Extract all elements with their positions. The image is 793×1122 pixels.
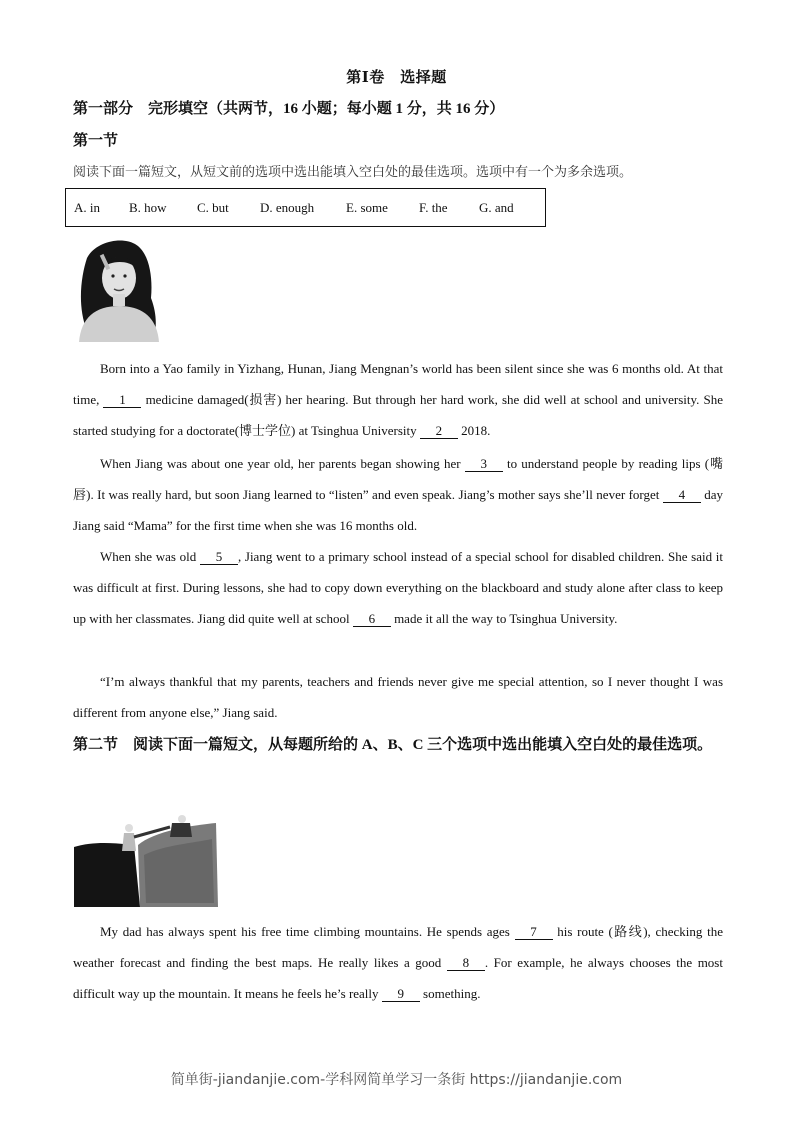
blank-7[interactable]: 7 — [515, 925, 553, 940]
paragraph-4: “I’m always thankful that my parents, teachers and friends never give me special attention, so I never thought I was different from anyone else,” Jiang said. — [73, 674, 723, 720]
footer-watermark: 简单街-jiandanjie.com-学科网简单学习一条街 https://jiandanjie.com — [170, 1072, 623, 1088]
option-b: B. how — [129, 199, 167, 215]
blank-1[interactable]: 1 — [103, 393, 141, 408]
blank-9[interactable]: 9 — [382, 987, 420, 1002]
section1-instruction: 阅读下面一篇短文，从短文前的选项中选出能填入空白处的最佳选项。选项中有一个为多余选项。 — [73, 164, 633, 179]
option-g: G. and — [479, 199, 514, 215]
section1-heading: 第一节 — [73, 133, 119, 149]
blank-5[interactable]: 5 — [200, 550, 238, 565]
part-heading: 第一部分 完形填空（共两节，16 小题；每小题 1 分，共 16 分） — [73, 101, 505, 117]
paragraph-1: Born into a Yao family in Yizhang, Hunan, Jiang Mengnan’s world has been silent since she was 6 months old. At that time, 1 medicine damaged(损害) her hearing. But through her hard work, she did well at school and university. She started studying for a doctorate(博士学位) at Tsinghua University 2 2018. — [73, 361, 724, 438]
page-title: 第Ⅰ卷 选择题 — [346, 70, 447, 86]
portrait-photo — [73, 236, 166, 346]
blank-2[interactable]: 2 — [420, 424, 458, 439]
paragraph-2: When Jiang was about one year old, her parents began showing her 3 to understand people by reading lips (嘴唇). It was really hard, but soon Jiang learned to “listen” and even speak. Jiang’s mother says she’ll never forget 4 day Jiang said “Mama” for the first time when she was 16 months old. — [73, 456, 723, 533]
paragraph-3: When she was old 5 , Jiang went to a primary school instead of a special school for disabled children. She said it was difficult at first. During lessons, she had to copy down everything on the blackboard and study alone after class to keep up with her classmates. Jiang did quite well at school 6 made it all the way to Tsinghua University. — [73, 549, 723, 626]
option-c: C. but — [197, 199, 229, 215]
paragraph-5: My dad has always spent his free time climbing mountains. He spends ages 7 his route (路线), checking the weather forecast and finding the best maps. He really likes a good 8 . For example, he always chooses the most difficult way up the mountain. It means he feels he’s really 9 something. — [73, 924, 723, 1001]
option-d: D. enough — [260, 199, 315, 215]
blank-4[interactable]: 4 — [663, 488, 701, 503]
mountain-climbing-photo — [74, 815, 220, 907]
blank-8[interactable]: 8 — [447, 956, 485, 971]
option-f: F. the — [419, 199, 448, 215]
options-box — [65, 188, 546, 227]
section2-heading: 第二节 阅读下面一篇短文，从每题所给的 A、B、C 三个选项中选出能填入空白处的最佳选项。 — [73, 737, 713, 753]
option-a: A. in — [74, 199, 100, 215]
blank-3[interactable]: 3 — [465, 457, 503, 472]
option-e: E. some — [346, 199, 388, 215]
blank-6[interactable]: 6 — [353, 612, 391, 627]
